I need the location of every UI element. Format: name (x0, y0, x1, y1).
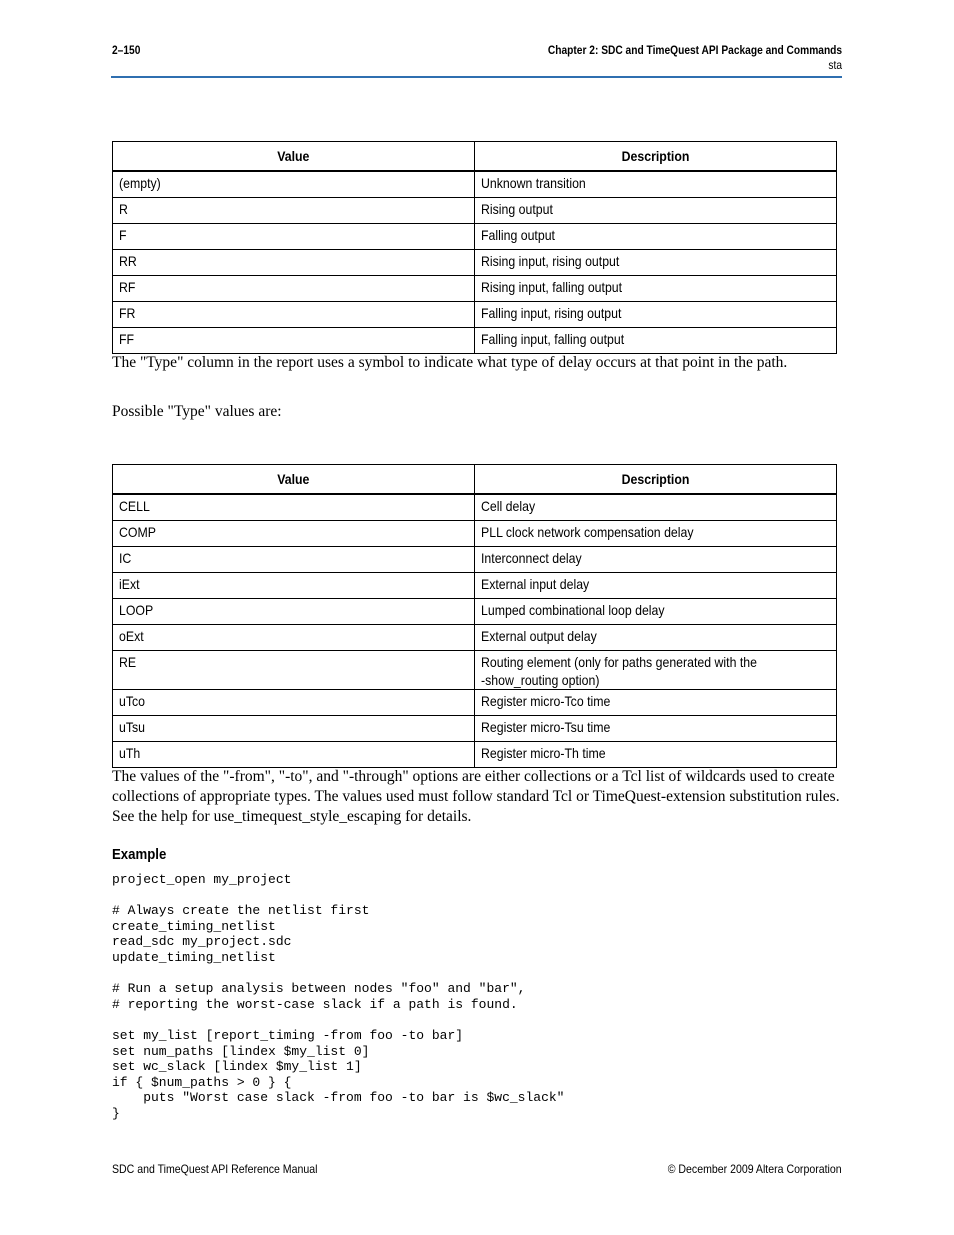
cell-description: Register micro-Tsu time (475, 716, 837, 742)
column-header-description: Description (475, 465, 837, 495)
table-row (113, 171, 837, 198)
cell-description: Falling input, rising output (475, 302, 837, 328)
table-row (113, 521, 837, 547)
type-column-paragraph: The "Type" column in the report uses a symbol to indicate what type of delay occurs at that point in the path. (112, 354, 788, 371)
table-row (113, 276, 837, 302)
cell-value: FR (113, 302, 475, 328)
footer-copyright: © December 2009 Altera Corporation (668, 1162, 842, 1176)
cell-description: Register micro-Th time (475, 742, 837, 768)
column-header-value: Value (113, 142, 475, 172)
table-row (113, 494, 837, 521)
cell-value: uTsu (113, 716, 475, 742)
cell-description: Interconnect delay (475, 547, 837, 573)
cell-value: oExt (113, 625, 475, 651)
transition-table (112, 141, 837, 354)
table-row (113, 716, 837, 742)
footer-manual-title: SDC and TimeQuest API Reference Manual (112, 1162, 318, 1176)
table-header-row (113, 142, 837, 172)
type-values-table (112, 464, 837, 768)
cell-value: RR (113, 250, 475, 276)
example-heading: Example (112, 846, 167, 863)
cell-description: Falling output (475, 224, 837, 250)
cell-description: Routing element (only for paths generated with the -show_routing option) (475, 651, 837, 690)
cell-value: RE (113, 651, 475, 690)
column-header-description: Description (475, 142, 837, 172)
cell-value: uTco (113, 690, 475, 716)
cell-description: Rising input, falling output (475, 276, 837, 302)
cell-value: COMP (113, 521, 475, 547)
cell-value: RF (113, 276, 475, 302)
table-row (113, 198, 837, 224)
page-number: 2–150 (112, 43, 141, 57)
cell-description: External output delay (475, 625, 837, 651)
cell-value: CELL (113, 494, 475, 521)
table-row (113, 651, 837, 690)
cell-description: PLL clock network compensation delay (475, 521, 837, 547)
cell-value: IC (113, 547, 475, 573)
code-example: project_open my_project # Always create the netlist first create_timing_netlist read_sdc my_project.sdc update_timing_netlist # Run a setup analysis between nodes "foo" and "bar", # reporting the worst-case slack if a path is found. set my_list [report_timing -from foo -to bar] set num_paths [lindex $my_list 0] set wc_slack [lindex $my_list 1] if { $num_paths > 0 } { puts "Worst case slack -from foo -to bar is $wc_slack" } (112, 872, 565, 1121)
cell-description: Cell delay (475, 494, 837, 521)
column-header-value: Value (113, 465, 475, 495)
cell-description: Unknown transition (475, 171, 837, 198)
cell-description: Rising output (475, 198, 837, 224)
table-row (113, 328, 837, 354)
table-row (113, 690, 837, 716)
cell-description: External input delay (475, 573, 837, 599)
section-name: sta (828, 58, 842, 72)
cell-value: FF (113, 328, 475, 354)
cell-value: iExt (113, 573, 475, 599)
possible-values-paragraph: Possible "Type" values are: (112, 403, 282, 420)
table-row (113, 625, 837, 651)
table-row (113, 547, 837, 573)
cell-value: LOOP (113, 599, 475, 625)
cell-value: uTh (113, 742, 475, 768)
table-row (113, 573, 837, 599)
options-paragraph: The values of the "-from", "-to", and "-through" options are either collections or a Tcl list of wildcards used to create collections of appropriate types. The values used must follow standard Tcl or TimeQuest-extension substitution rules. See the help for use_timequest_style_escaping for details. (112, 768, 840, 825)
cell-description: Falling input, falling output (475, 328, 837, 354)
cell-description: Register micro-Tco time (475, 690, 837, 716)
table-row (113, 599, 837, 625)
cell-value: F (113, 224, 475, 250)
cell-value: (empty) (113, 171, 475, 198)
cell-description: Lumped combinational loop delay (475, 599, 837, 625)
table-row (113, 250, 837, 276)
table-row (113, 224, 837, 250)
chapter-title: Chapter 2: SDC and TimeQuest API Package and Commands (547, 43, 842, 57)
cell-description: Rising input, rising output (475, 250, 837, 276)
table-row (113, 742, 837, 768)
table-row (113, 302, 837, 328)
table-header-row (113, 465, 837, 495)
cell-value: R (113, 198, 475, 224)
header-rule (111, 76, 842, 78)
